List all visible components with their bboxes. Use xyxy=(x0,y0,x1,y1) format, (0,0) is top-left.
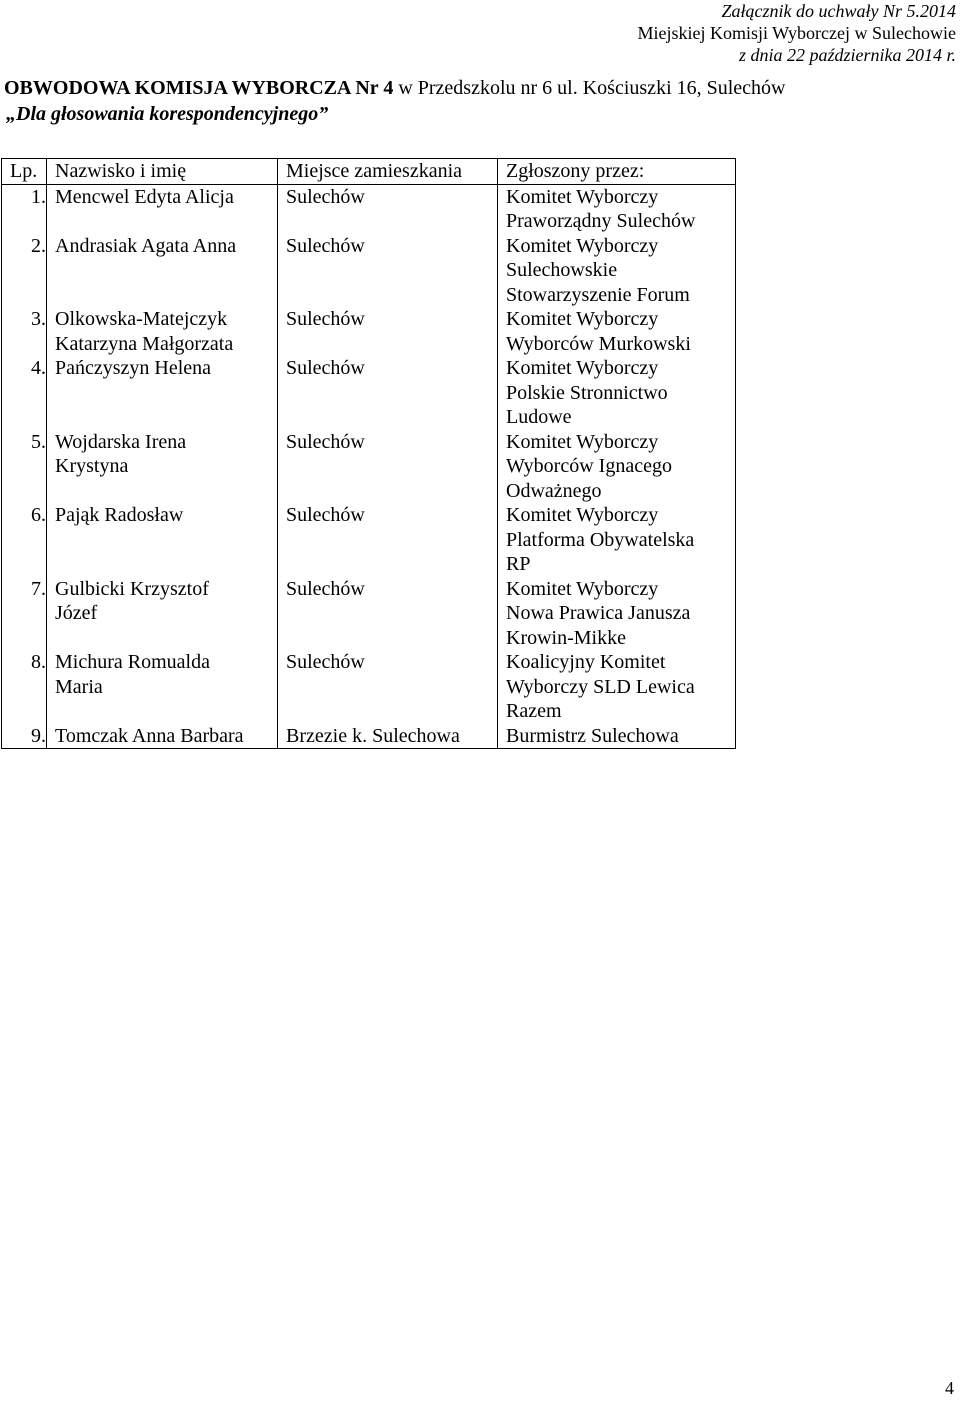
row-name-line: Mencwel Edyta Alicja xyxy=(55,185,234,208)
row-place-line: Sulechów xyxy=(286,504,365,526)
attachment-line: Załącznik do uchwały Nr 5.2014 xyxy=(721,1,956,21)
row-nominated-by-line: Polskie Stronnictwo xyxy=(506,381,668,404)
row-place-line: Sulechów xyxy=(286,308,365,330)
row-nominated-by-line: Koalicyjny Komitet xyxy=(506,651,666,673)
table-row xyxy=(2,430,736,504)
row-name-line: Maria xyxy=(55,675,103,698)
row-name-line: Wojdarska Irena xyxy=(55,430,187,453)
row-nominated-by-line: Komitet Wyborczy xyxy=(506,185,659,208)
row-name-line: Józef xyxy=(55,602,98,624)
row-place xyxy=(278,430,498,504)
row-nominated-by-line: Nowa Prawica Janusza xyxy=(506,602,691,624)
row-place-line: Sulechów xyxy=(286,430,365,453)
commission-line: Miejskiej Komisji Wyborczej w Sulechowie xyxy=(637,23,956,43)
row-nominated-by-line: Wyborców Murkowski xyxy=(506,332,691,355)
table-row xyxy=(2,503,736,577)
row-name-line: Gulbicki Krzysztof xyxy=(55,577,209,600)
row-name xyxy=(47,650,278,724)
page-subtitle: „Dla głosowania korespondencyjnego” xyxy=(6,103,329,125)
title-location: w Przedszkolu nr 6 ul. Kościuszki 16, Sulechów xyxy=(393,77,786,99)
row-place xyxy=(278,650,498,724)
row-name-line: Katarzyna Małgorzata xyxy=(55,332,234,355)
row-place-line: Sulechów xyxy=(286,357,365,379)
row-place-line: Sulechów xyxy=(286,234,365,257)
row-nominated-by xyxy=(498,650,736,724)
row-nominated-by xyxy=(498,724,736,749)
row-nominated-by-line: Komitet Wyborczy xyxy=(506,504,659,526)
row-nominated-by-line: Komitet Wyborczy xyxy=(506,430,659,453)
row-place xyxy=(278,234,498,308)
page-number: 4 xyxy=(945,1378,954,1398)
row-nominated-by-line: Komitet Wyborczy xyxy=(506,308,659,330)
row-name xyxy=(47,577,278,651)
row-nominated-by-line: Ludowe xyxy=(506,406,572,428)
date-line: z dnia 22 października 2014 r. xyxy=(738,45,956,65)
row-nominated-by-line: Stowarzyszenie Forum xyxy=(506,283,690,306)
row-nominated-by-line: Wyborców Ignacego xyxy=(506,455,672,477)
row-lp: 5. xyxy=(2,430,47,504)
row-place xyxy=(278,356,498,430)
row-name xyxy=(47,184,278,234)
row-nominated-by-line: Wyborczy SLD Lewica xyxy=(506,675,695,698)
table-row xyxy=(2,184,736,234)
row-name xyxy=(47,724,278,749)
table-row xyxy=(2,356,736,430)
row-place xyxy=(278,307,498,356)
row-place xyxy=(278,577,498,651)
row-nominated-by-line: Krowin-Mikke xyxy=(506,626,626,649)
header-name: Nazwisko i imię xyxy=(47,159,278,185)
row-lp: 7. xyxy=(2,577,47,651)
row-lp: 8. xyxy=(2,650,47,724)
row-name-line: Andrasiak Agata Anna xyxy=(55,234,237,257)
table-row xyxy=(2,577,736,651)
row-nominated-by-line: Komitet Wyborczy xyxy=(506,577,659,600)
row-name-line: Tomczak Anna Barbara xyxy=(55,724,244,747)
title-bold: OBWODOWA KOMISJA WYBORCZA Nr 4 xyxy=(4,77,394,99)
table-row xyxy=(2,650,736,724)
header-place: Miejsce zamieszkania xyxy=(278,159,498,185)
row-name xyxy=(47,356,278,430)
row-name xyxy=(47,307,278,356)
row-nominated-by-line: Sulechowskie xyxy=(506,259,618,281)
header-lp: Lp. xyxy=(2,159,47,185)
row-place-line: Sulechów xyxy=(286,651,365,673)
table-row xyxy=(2,724,736,749)
row-name xyxy=(47,503,278,577)
row-nominated-by xyxy=(498,356,736,430)
row-lp: 9. xyxy=(2,724,47,749)
table-row xyxy=(2,234,736,308)
row-lp: 3. xyxy=(2,307,47,356)
row-lp: 4. xyxy=(2,356,47,430)
row-lp: 2. xyxy=(2,234,47,308)
row-nominated-by xyxy=(498,184,736,234)
row-place-line: Sulechów xyxy=(286,577,365,600)
row-lp: 6. xyxy=(2,503,47,577)
row-place xyxy=(278,184,498,234)
row-nominated-by xyxy=(498,234,736,308)
attachment-header xyxy=(637,0,956,66)
row-nominated-by xyxy=(498,577,736,651)
row-nominated-by-line: Platforma Obywatelska xyxy=(506,528,695,551)
table-header-row xyxy=(2,159,736,185)
row-place-line: Brzezie k. Sulechowa xyxy=(286,724,460,747)
row-name xyxy=(47,430,278,504)
members-table xyxy=(1,158,736,749)
row-lp: 1. xyxy=(2,184,47,234)
row-nominated-by xyxy=(498,503,736,577)
table-row xyxy=(2,307,736,356)
row-name-line: Michura Romualda xyxy=(55,651,210,673)
row-name xyxy=(47,234,278,308)
row-name-line: Pająk Radosław xyxy=(55,504,184,526)
row-place xyxy=(278,724,498,749)
row-nominated-by-line: Odważnego xyxy=(506,479,602,502)
row-name-line: Olkowska-Matejczyk xyxy=(55,308,228,330)
row-nominated-by-line: RP xyxy=(506,553,531,575)
row-place xyxy=(278,503,498,577)
page-title xyxy=(4,76,786,100)
row-nominated-by-line: Komitet Wyborczy xyxy=(506,357,659,379)
row-name-line: Pańczyszyn Helena xyxy=(55,357,212,379)
row-nominated-by-line: Praworządny Sulechów xyxy=(506,210,696,232)
row-nominated-by-line: Burmistrz Sulechowa xyxy=(506,724,679,747)
row-nominated-by-line: Komitet Wyborczy xyxy=(506,234,659,257)
row-nominated-by xyxy=(498,307,736,356)
row-nominated-by xyxy=(498,430,736,504)
header-nominated-by: Zgłoszony przez: xyxy=(498,159,736,185)
row-nominated-by-line: Razem xyxy=(506,700,562,722)
row-place-line: Sulechów xyxy=(286,185,365,208)
row-name-line: Krystyna xyxy=(55,455,129,477)
